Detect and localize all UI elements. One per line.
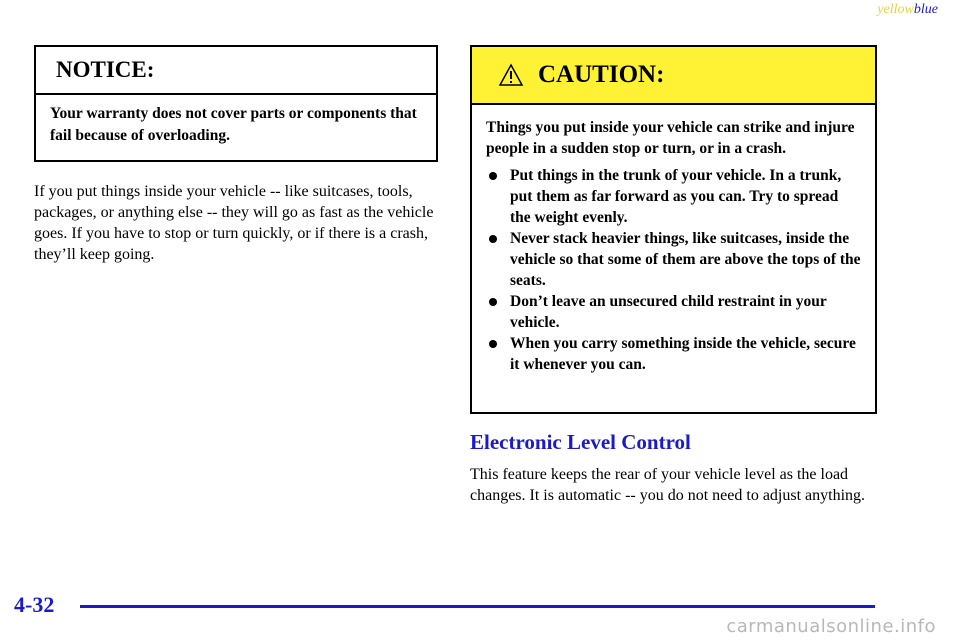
bullet-text: Never stack heavier things, like suitcases, inside the vehicle so that some of them are above the tops of the seats. <box>510 230 861 289</box>
color-word-yellow: yellow <box>877 2 914 17</box>
caution-intro: Things you put inside your vehicle can strike and injure people in a sudden stop or turn, or in a crash. <box>486 119 855 157</box>
bullet-icon <box>489 340 497 348</box>
bullet-icon <box>489 172 497 180</box>
caution-body <box>472 105 875 375</box>
notice-text: Your warranty does not cover parts or components that fail because of overloading. <box>50 105 417 144</box>
caution-bullet-list <box>486 165 861 375</box>
list-item <box>486 228 861 291</box>
list-item <box>486 165 861 228</box>
color-proof-mark <box>877 2 938 18</box>
bullet-text: Don’t leave an unsecured child restraint in your vehicle. <box>510 293 827 331</box>
color-word-blue: blue <box>913 2 938 17</box>
warning-triangle-icon <box>498 63 524 87</box>
bullet-text: Put things in the trunk of your vehicle. In a trunk, put them as far forward as you can. Try to spread the weight evenly. <box>510 167 842 226</box>
caution-header <box>472 47 875 105</box>
section-paragraph: This feature keeps the rear of your vehicle level as the load changes. It is automatic -- you do not need to adjust anything. <box>470 466 866 504</box>
caution-title: CAUTION: <box>538 61 665 88</box>
footer-divider <box>80 605 875 608</box>
notice-title: NOTICE: <box>36 47 436 95</box>
page-number: 4-32 <box>14 592 55 617</box>
notice-box <box>34 45 438 162</box>
caution-box <box>470 45 877 414</box>
watermark: carmanualsonline.info <box>726 616 936 637</box>
list-item <box>486 333 861 375</box>
body-paragraph: If you put things inside your vehicle -- like suitcases, tools, packages, or anything else -- they will go as fast as the vehicle goes. If you have to stop or turn quickly, or if there is a crash, they’ll keep going. <box>34 183 434 263</box>
bullet-text: When you carry something inside the vehicle, secure it whenever you can. <box>510 335 856 373</box>
section-heading: Electronic Level Control <box>470 430 691 454</box>
bullet-icon <box>489 235 497 243</box>
list-item <box>486 291 861 333</box>
bullet-icon <box>489 298 497 306</box>
